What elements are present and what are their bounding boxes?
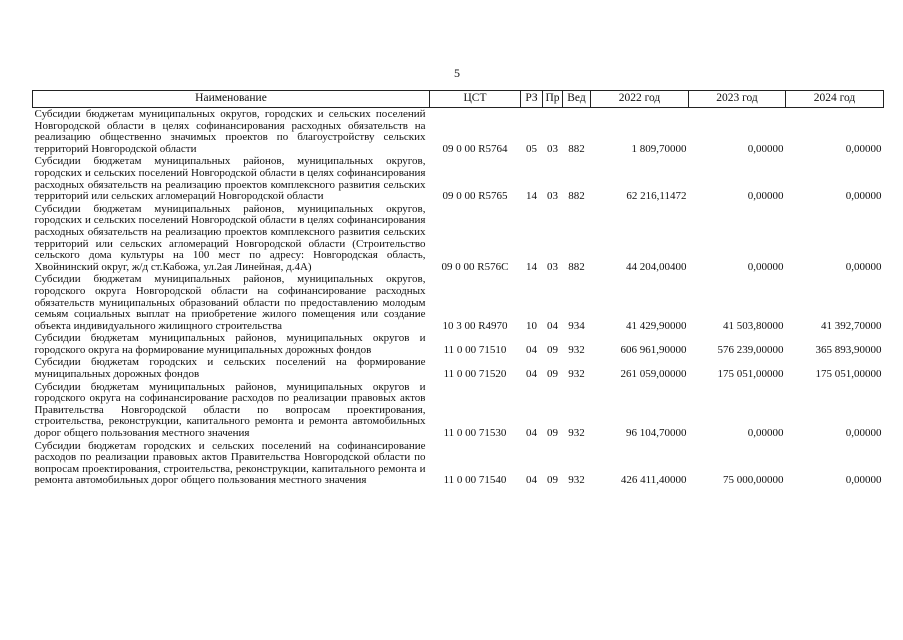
row-pr: 09 [547, 343, 558, 356]
header-rz: РЗ [521, 91, 543, 108]
table-row [33, 155, 884, 202]
row-pr: 09 [547, 474, 558, 487]
row-rz: 10 [526, 319, 537, 332]
row-2023: 75 000,00000 [723, 474, 784, 487]
table-row [33, 332, 884, 356]
row-2024: 0,00000 [845, 260, 882, 273]
row-pr: 03 [547, 190, 558, 203]
header-ved: Вед [563, 91, 591, 108]
table-row [33, 108, 884, 156]
row-pr: 04 [547, 319, 558, 332]
row-cst: 09 0 00 R5764 [442, 142, 508, 155]
header-cst: ЦСТ [430, 91, 521, 108]
row-rz: 04 [526, 343, 537, 356]
row-ved: 882 [568, 260, 585, 273]
row-name [33, 203, 430, 274]
row-cst: 09 0 00 R576C [441, 260, 509, 273]
row-name-text: Субсидии бюджетам муниципальных районов, муниципальных округов, городских и сельских поселений Новгородской области в целях софинансирования расходных обязательств на реализацию проектов комплексного развития сельских территорий или сельских агломераций Новгородской области [34, 155, 426, 203]
row-2022: 96 104,70000 [626, 427, 687, 440]
row-ved: 932 [568, 427, 585, 440]
row-2024: 0,00000 [845, 142, 882, 155]
row-name [33, 381, 430, 440]
row-rz: 04 [526, 474, 537, 487]
row-name-text: Субсидии бюджетам муниципальных районов, муниципальных округов, городского округа Новгородской области на софинансирование расходных обязательств муниципальных образований области по предоставлению молодым семьям социальных выплат на приобретение жилого помещения или создание объекта индивидуального жилищного строительства [34, 273, 426, 332]
row-ved: 934 [568, 319, 585, 332]
row-2023: 0,00000 [747, 190, 784, 203]
row-pr: 03 [547, 142, 558, 155]
row-ved: 932 [568, 343, 585, 356]
row-cst: 09 0 00 R5765 [442, 190, 508, 203]
row-rz: 14 [526, 190, 537, 203]
budget-table [32, 90, 884, 487]
row-name-text: Субсидии бюджетам муниципальных округов, городских и сельских поселений Новгородской области в целях софинансирования расходных обязательств на реализацию общественно значимых проектов по благоустройству сельских территорий Новгородской области [34, 108, 426, 155]
header-2023: 2023 год [689, 91, 786, 108]
row-rz: 14 [526, 260, 537, 273]
page-number: 5 [454, 66, 460, 80]
row-name [33, 155, 430, 202]
table-row [33, 440, 884, 487]
table-row [33, 273, 884, 332]
table-row [33, 356, 884, 380]
row-2022: 261 059,00000 [620, 368, 687, 381]
row-name-text: Субсидии бюджетам муниципальных районов, муниципальных округов и городского округа на формирование муниципальных дорожных фондов [34, 332, 426, 356]
row-ved: 882 [568, 142, 585, 155]
row-cst: 10 3 00 R4970 [442, 319, 508, 332]
row-2022: 606 961,90000 [620, 343, 687, 356]
table-row [33, 381, 884, 440]
row-2023: 0,00000 [747, 260, 784, 273]
row-2022: 41 429,90000 [626, 319, 687, 332]
row-name [33, 356, 430, 380]
row-2023: 175 051,00000 [717, 368, 784, 381]
row-name [33, 440, 430, 487]
row-rz: 04 [526, 427, 537, 440]
row-2023: 0,00000 [747, 142, 784, 155]
row-ved: 882 [568, 190, 585, 203]
row-rz: 05 [526, 142, 537, 155]
row-pr: 03 [547, 260, 558, 273]
row-2022: 44 204,00400 [626, 260, 687, 273]
header-2022: 2022 год [591, 91, 689, 108]
row-2024: 0,00000 [845, 190, 882, 203]
row-pr: 09 [547, 368, 558, 381]
row-cst: 11 0 00 71530 [443, 427, 507, 440]
row-name-text: Субсидии бюджетам городских и сельских поселений на формирование муниципальных дорожных фондов [34, 356, 426, 381]
row-cst: 11 0 00 71510 [443, 343, 507, 356]
table-row [33, 203, 884, 274]
header-name: Наименование [33, 91, 430, 108]
row-cst: 11 0 00 71540 [443, 474, 507, 487]
row-2024: 365 893,90000 [815, 343, 882, 356]
row-2022: 426 411,40000 [620, 474, 687, 487]
row-ved: 932 [568, 368, 585, 381]
row-ved: 932 [568, 474, 585, 487]
row-rz: 04 [526, 368, 537, 381]
row-2022: 62 216,11472 [626, 190, 687, 203]
row-pr: 09 [547, 427, 558, 440]
row-2023: 576 239,00000 [717, 343, 784, 356]
row-2022: 1 809,70000 [631, 142, 687, 155]
row-2024: 0,00000 [845, 474, 882, 487]
row-name [33, 108, 430, 156]
row-cst: 11 0 00 71520 [443, 368, 507, 381]
row-2023: 41 503,80000 [723, 319, 784, 332]
row-name-text: Субсидии бюджетам муниципальных районов, муниципальных округов и городского округа на софинансирование расходов по реализации правовых актов Правительства Новгородской области по вопросам проектирования, строительства, реконструкции, капитального ремонта и ремонта автомобильных дорог общего пользования местного значения [34, 380, 426, 440]
header-2024: 2024 год [786, 91, 884, 108]
row-2023: 0,00000 [747, 427, 784, 440]
row-name-text: Субсидии бюджетам городских и сельских поселений на софинансирование расходов по реализации правовых актов Правительства Новгородской области по вопросам проектирования, строительства, реконструкции, капитального ремонта и ремонта автомобильных дорог общего пользования местного значения [34, 439, 426, 487]
row-2024: 41 392,70000 [821, 319, 882, 332]
header-pr: Пр [543, 91, 563, 108]
table-header-row [33, 91, 884, 108]
row-name [33, 332, 430, 356]
row-name-text: Субсидии бюджетам муниципальных районов, муниципальных округов, городских и сельских поселений Новгородской области в целях софинансирования расходных обязательств на реализацию проектов комплексного развития сельских территорий или сельских агломераций Новгородской области (Строительство сельского дома культуры на 100 мест по адресу: Новгородская область, Хвойнинский округ, ж/д ст.Кабожа, ул.2ая Линейная, д.4А) [34, 202, 426, 273]
row-2024: 175 051,00000 [815, 368, 882, 381]
row-name [33, 273, 430, 332]
row-2024: 0,00000 [845, 427, 882, 440]
